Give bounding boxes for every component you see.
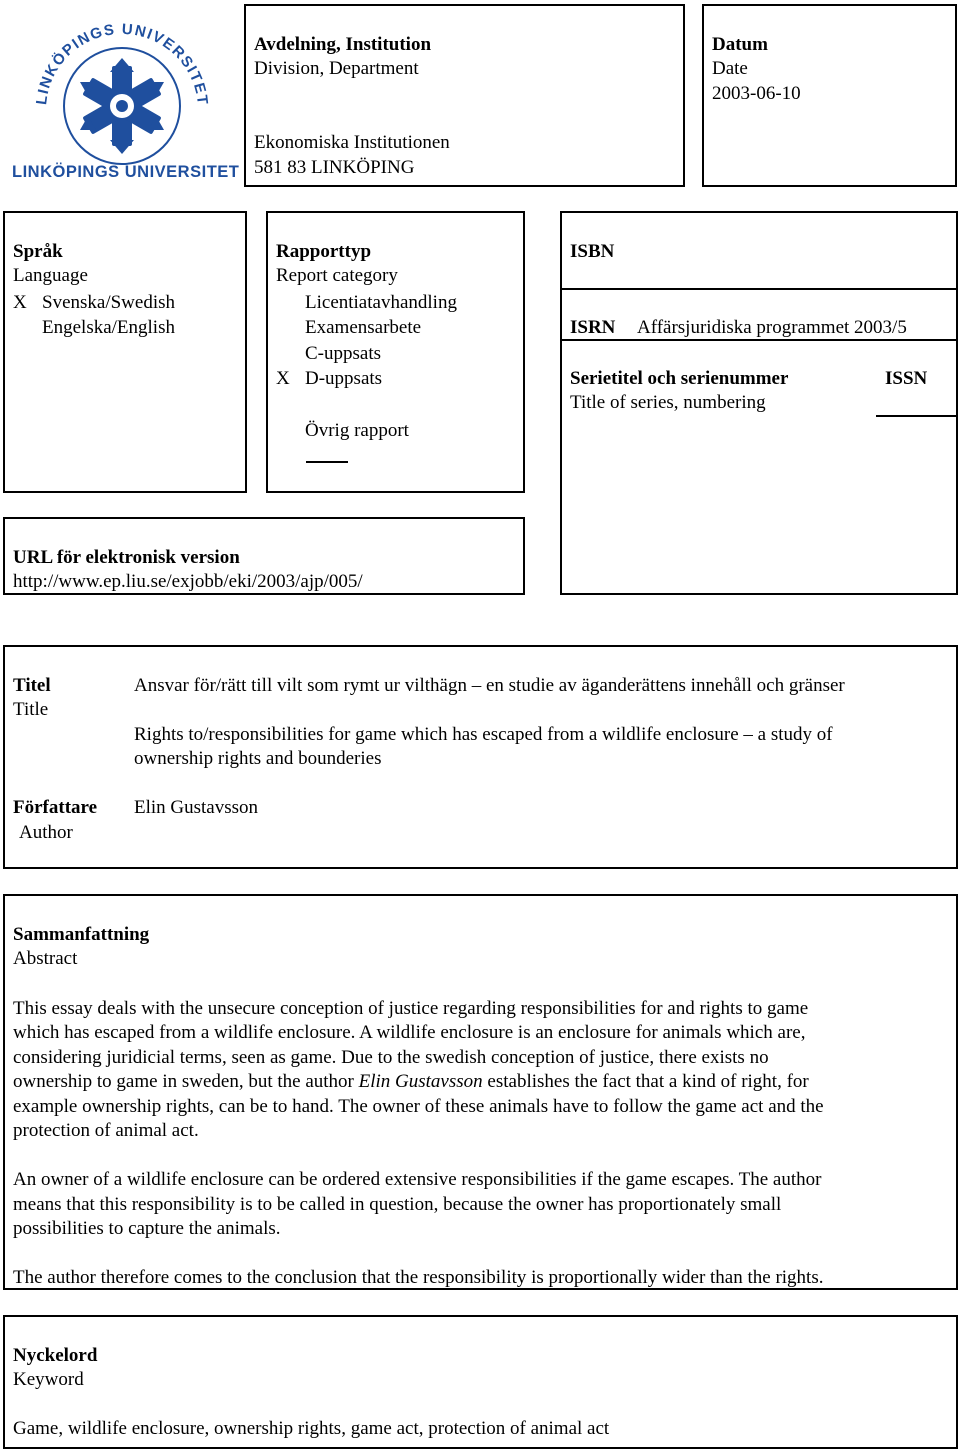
abstract-p2-line: means that this responsibility is to be called in question, because the owner has proportionately small [13,1194,782,1215]
language-box [3,211,247,493]
report-type-heading: Rapporttyp [276,241,372,262]
url-heading: URL för elektronisk version [13,547,240,568]
abstract-p3: The author therefore comes to the conclusion that the responsibility is proportionally wider than the rights. [13,1267,824,1288]
url-link[interactable]: http://www.ep.liu.se/exjobb/eki/2003/ajp/005/ [13,571,363,592]
keywords-value: Game, wildlife enclosure, ownership rights, game act, protection of animal act [13,1418,610,1439]
other-report-blank-line[interactable] [306,461,348,463]
language-option-english[interactable]: Engelska/English [42,317,175,338]
abstract-p1-line: protection of animal act. [13,1120,199,1141]
abstract-p1-line: example ownership rights, can be to hand. The owner of these animals have to follow the game act and the [13,1096,824,1117]
abstract-p1-line [13,1070,809,1095]
department-heading: Avdelning, Institution [254,34,432,55]
abstract-heading-en: Abstract [13,948,78,969]
series-heading: Serietitel och serienummer [570,368,789,389]
isbn-box [560,211,958,493]
language-heading: Språk [13,241,63,262]
department-address: 581 83 LINKÖPING [254,157,415,178]
title-english-line2: ownership rights and bounderies [134,748,382,769]
abstract-p2-line: An owner of a wildlife enclosure can be ordered extensive responsibilities if the game escapes. The author [13,1169,822,1190]
series-blank-box [560,493,958,595]
report-option-c-uppsats[interactable]: C-uppsats [305,343,381,364]
report-option-mark[interactable]: X [276,368,290,389]
report-type-heading-en: Report category [276,265,398,286]
keywords-box [3,1315,958,1449]
keywords-heading-en: Keyword [13,1369,84,1390]
isrn-value: Affärsjuridiska programmet 2003/5 [637,317,907,338]
report-option-examensarbete[interactable]: Examensarbete [305,317,422,338]
isbn-label: ISBN [570,241,615,262]
university-logo [6,20,240,188]
issn-blank-line[interactable] [876,415,958,417]
issn-label: ISSN [885,368,928,389]
report-option-d-uppsats[interactable]: D-uppsats [305,368,383,389]
abstract-p1-line: which has escaped from a wildlife enclosure. A wildlife enclosure is an enclosure for animals which are, [13,1022,806,1043]
title-english-line1: Rights to/responsibilities for game which has escaped from a wildlife enclosure – a study of [134,724,833,745]
logo-wordmark: LINKÖPINGS UNIVERSITET [12,163,240,181]
language-option-swedish[interactable]: Svenska/Swedish [42,292,175,313]
university-seal-icon [6,20,236,165]
isbn-divider [562,288,958,290]
language-heading-en: Language [13,265,88,286]
author-heading-en: Author [19,822,73,843]
logo-ring-text: LINKÖPINGS UNIVERSITET [33,20,212,107]
abstract-text: ownership to game in sweden, but the author [13,1071,359,1092]
department-box [244,4,685,187]
abstract-p1-line: This essay deals with the unsecure conception of justice regarding responsibilities for and rights to game [13,998,809,1019]
url-box [3,517,525,595]
department-heading-en: Division, Department [254,58,419,79]
author-name: Elin Gustavsson [134,797,259,818]
title-author-box [3,645,958,869]
date-box [702,4,957,187]
isrn-label: ISRN [570,317,616,338]
isrn-divider [562,339,958,341]
keywords-heading: Nyckelord [13,1345,98,1366]
abstract-p1-line: considering juridicial terms, seen as game. Due to the swedish conception of justice, there exists no [13,1047,769,1068]
report-option-other[interactable]: Övrig rapport [305,420,409,441]
series-heading-en: Title of series, numbering [570,392,766,413]
department-name: Ekonomiska Institutionen [254,132,450,153]
abstract-heading: Sammanfattning [13,924,150,945]
date-heading-en: Date [712,58,748,79]
author-heading: Författare [13,797,98,818]
date-value: 2003-06-10 [712,83,801,104]
title-swedish: Ansvar för/rätt till vilt som rymt ur vilthägn – en studie av äganderättens innehåll och gränser [134,675,845,696]
abstract-text: establishes the fact that a kind of right, for [482,1071,809,1092]
language-option-mark[interactable]: X [13,292,27,313]
abstract-p2-line: possibilities to capture the animals. [13,1218,281,1239]
abstract-box [3,894,958,1290]
title-heading: Titel [13,675,51,696]
title-heading-en: Title [13,699,49,720]
report-type-box [266,211,525,493]
abstract-author-name: Elin Gustavsson [358,1071,483,1092]
report-option-licentiate[interactable]: Licentiatavhandling [305,292,457,313]
date-heading: Datum [712,34,768,55]
